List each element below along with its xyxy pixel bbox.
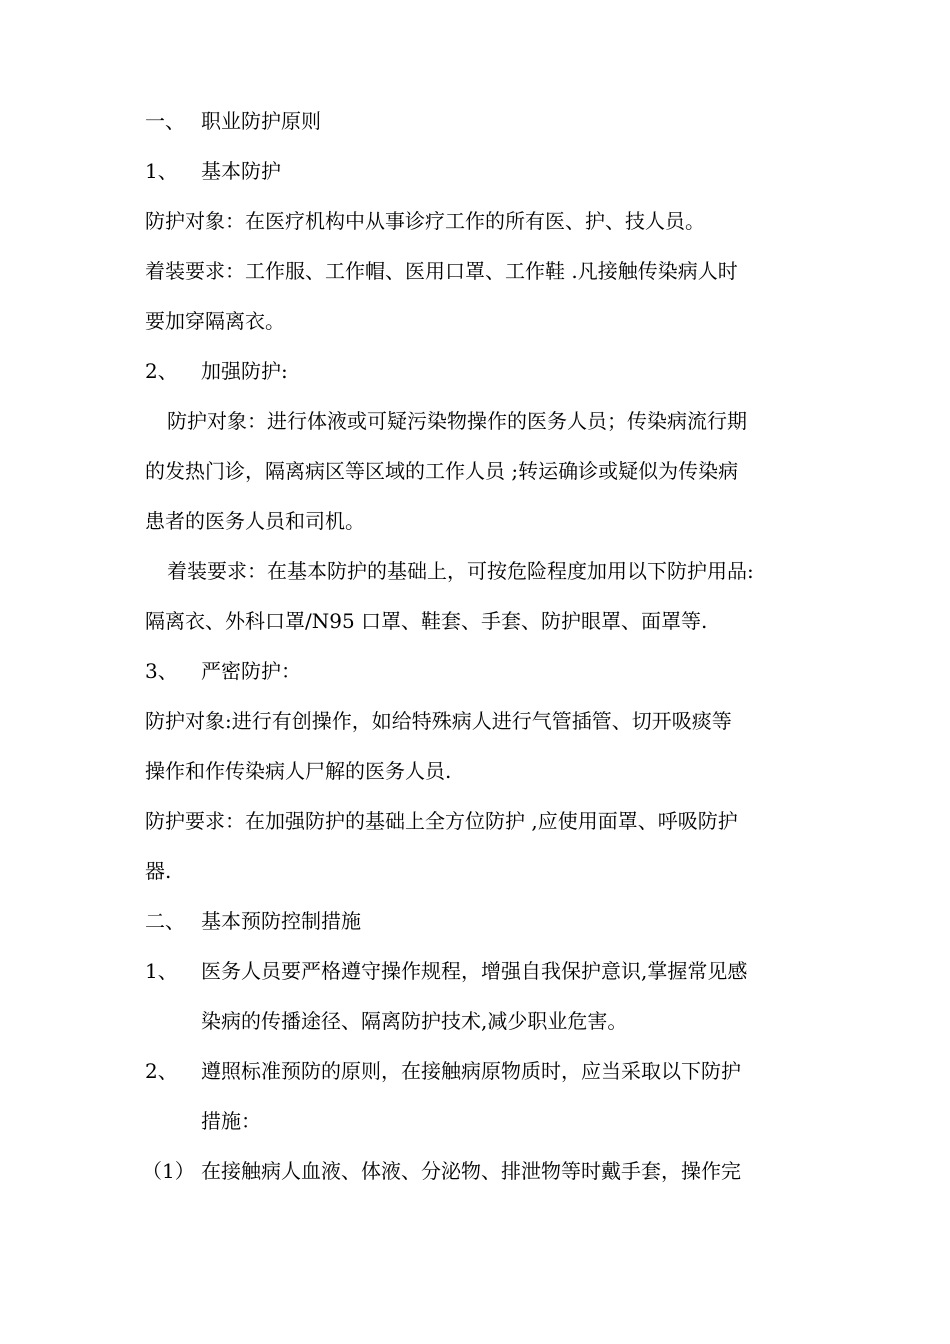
paragraph-line: 防护对象:进行有创操作，如给特殊病人进行气管插管、切开吸痰等 — [145, 709, 732, 733]
item-2-title: 加强防护: — [201, 359, 288, 383]
item-3-title: 严密防护： — [201, 659, 301, 683]
measure-1-line: 染病的传播途径、隔离防护技术,减少职业危害。 — [201, 1009, 628, 1033]
paragraph-line: 操作和作传染病人尸解的医务人员. — [145, 759, 452, 783]
paragraph-line: 隔离衣、外科口罩/N95 口罩、鞋套、手套、防护眼罩、面罩等. — [145, 609, 708, 633]
section-2-number: 二、 — [145, 909, 185, 933]
sub-item-1-number: （1） — [142, 1159, 195, 1183]
paragraph-line: 着装要求：工作服、工作帽、医用口罩、工作鞋 .凡接触传染病人时 — [145, 259, 738, 283]
paragraph-line: 患者的医务人员和司机。 — [145, 509, 365, 533]
paragraph-line: 要加穿隔离衣。 — [145, 309, 285, 333]
measure-2-line: 措施： — [201, 1109, 261, 1133]
section-2-title: 基本预防控制措施 — [201, 909, 361, 933]
paragraph-line: 的发热门诊，隔离病区等区域的工作人员 ;转运确诊或疑似为传染病 — [145, 459, 739, 483]
paragraph-line: 防护要求：在加强防护的基础上全方位防护 ,应使用面罩、呼吸防护 — [145, 809, 738, 833]
section-1-title: 职业防护原则 — [201, 109, 321, 133]
item-2-number: 2、 — [145, 359, 178, 383]
paragraph-line: 防护对象：在医疗机构中从事诊疗工作的所有医、护、技人员。 — [145, 209, 705, 233]
sub-item-1-line: 在接触病人血液、体液、分泌物、排泄物等时戴手套，操作完 — [201, 1159, 741, 1183]
measure-2-line: 遵照标准预防的原则，在接触病原物质时，应当采取以下防护 — [201, 1059, 741, 1083]
item-1-title: 基本防护 — [201, 159, 281, 183]
paragraph-line: 防护对象：进行体液或可疑污染物操作的医务人员；传染病流行期 — [167, 409, 747, 433]
item-3-number: 3、 — [145, 659, 178, 683]
measure-1-number: 1、 — [145, 959, 178, 983]
measure-2-number: 2、 — [145, 1059, 178, 1083]
section-1-number: 一、 — [145, 109, 185, 133]
measure-1-line: 医务人员要严格遵守操作规程，增强自我保护意识,掌握常见感 — [201, 959, 748, 983]
item-1-number: 1、 — [145, 159, 178, 183]
paragraph-line: 着装要求：在基本防护的基础上，可按危险程度加用以下防护用品: — [167, 559, 754, 583]
paragraph-line: 器. — [145, 859, 172, 883]
